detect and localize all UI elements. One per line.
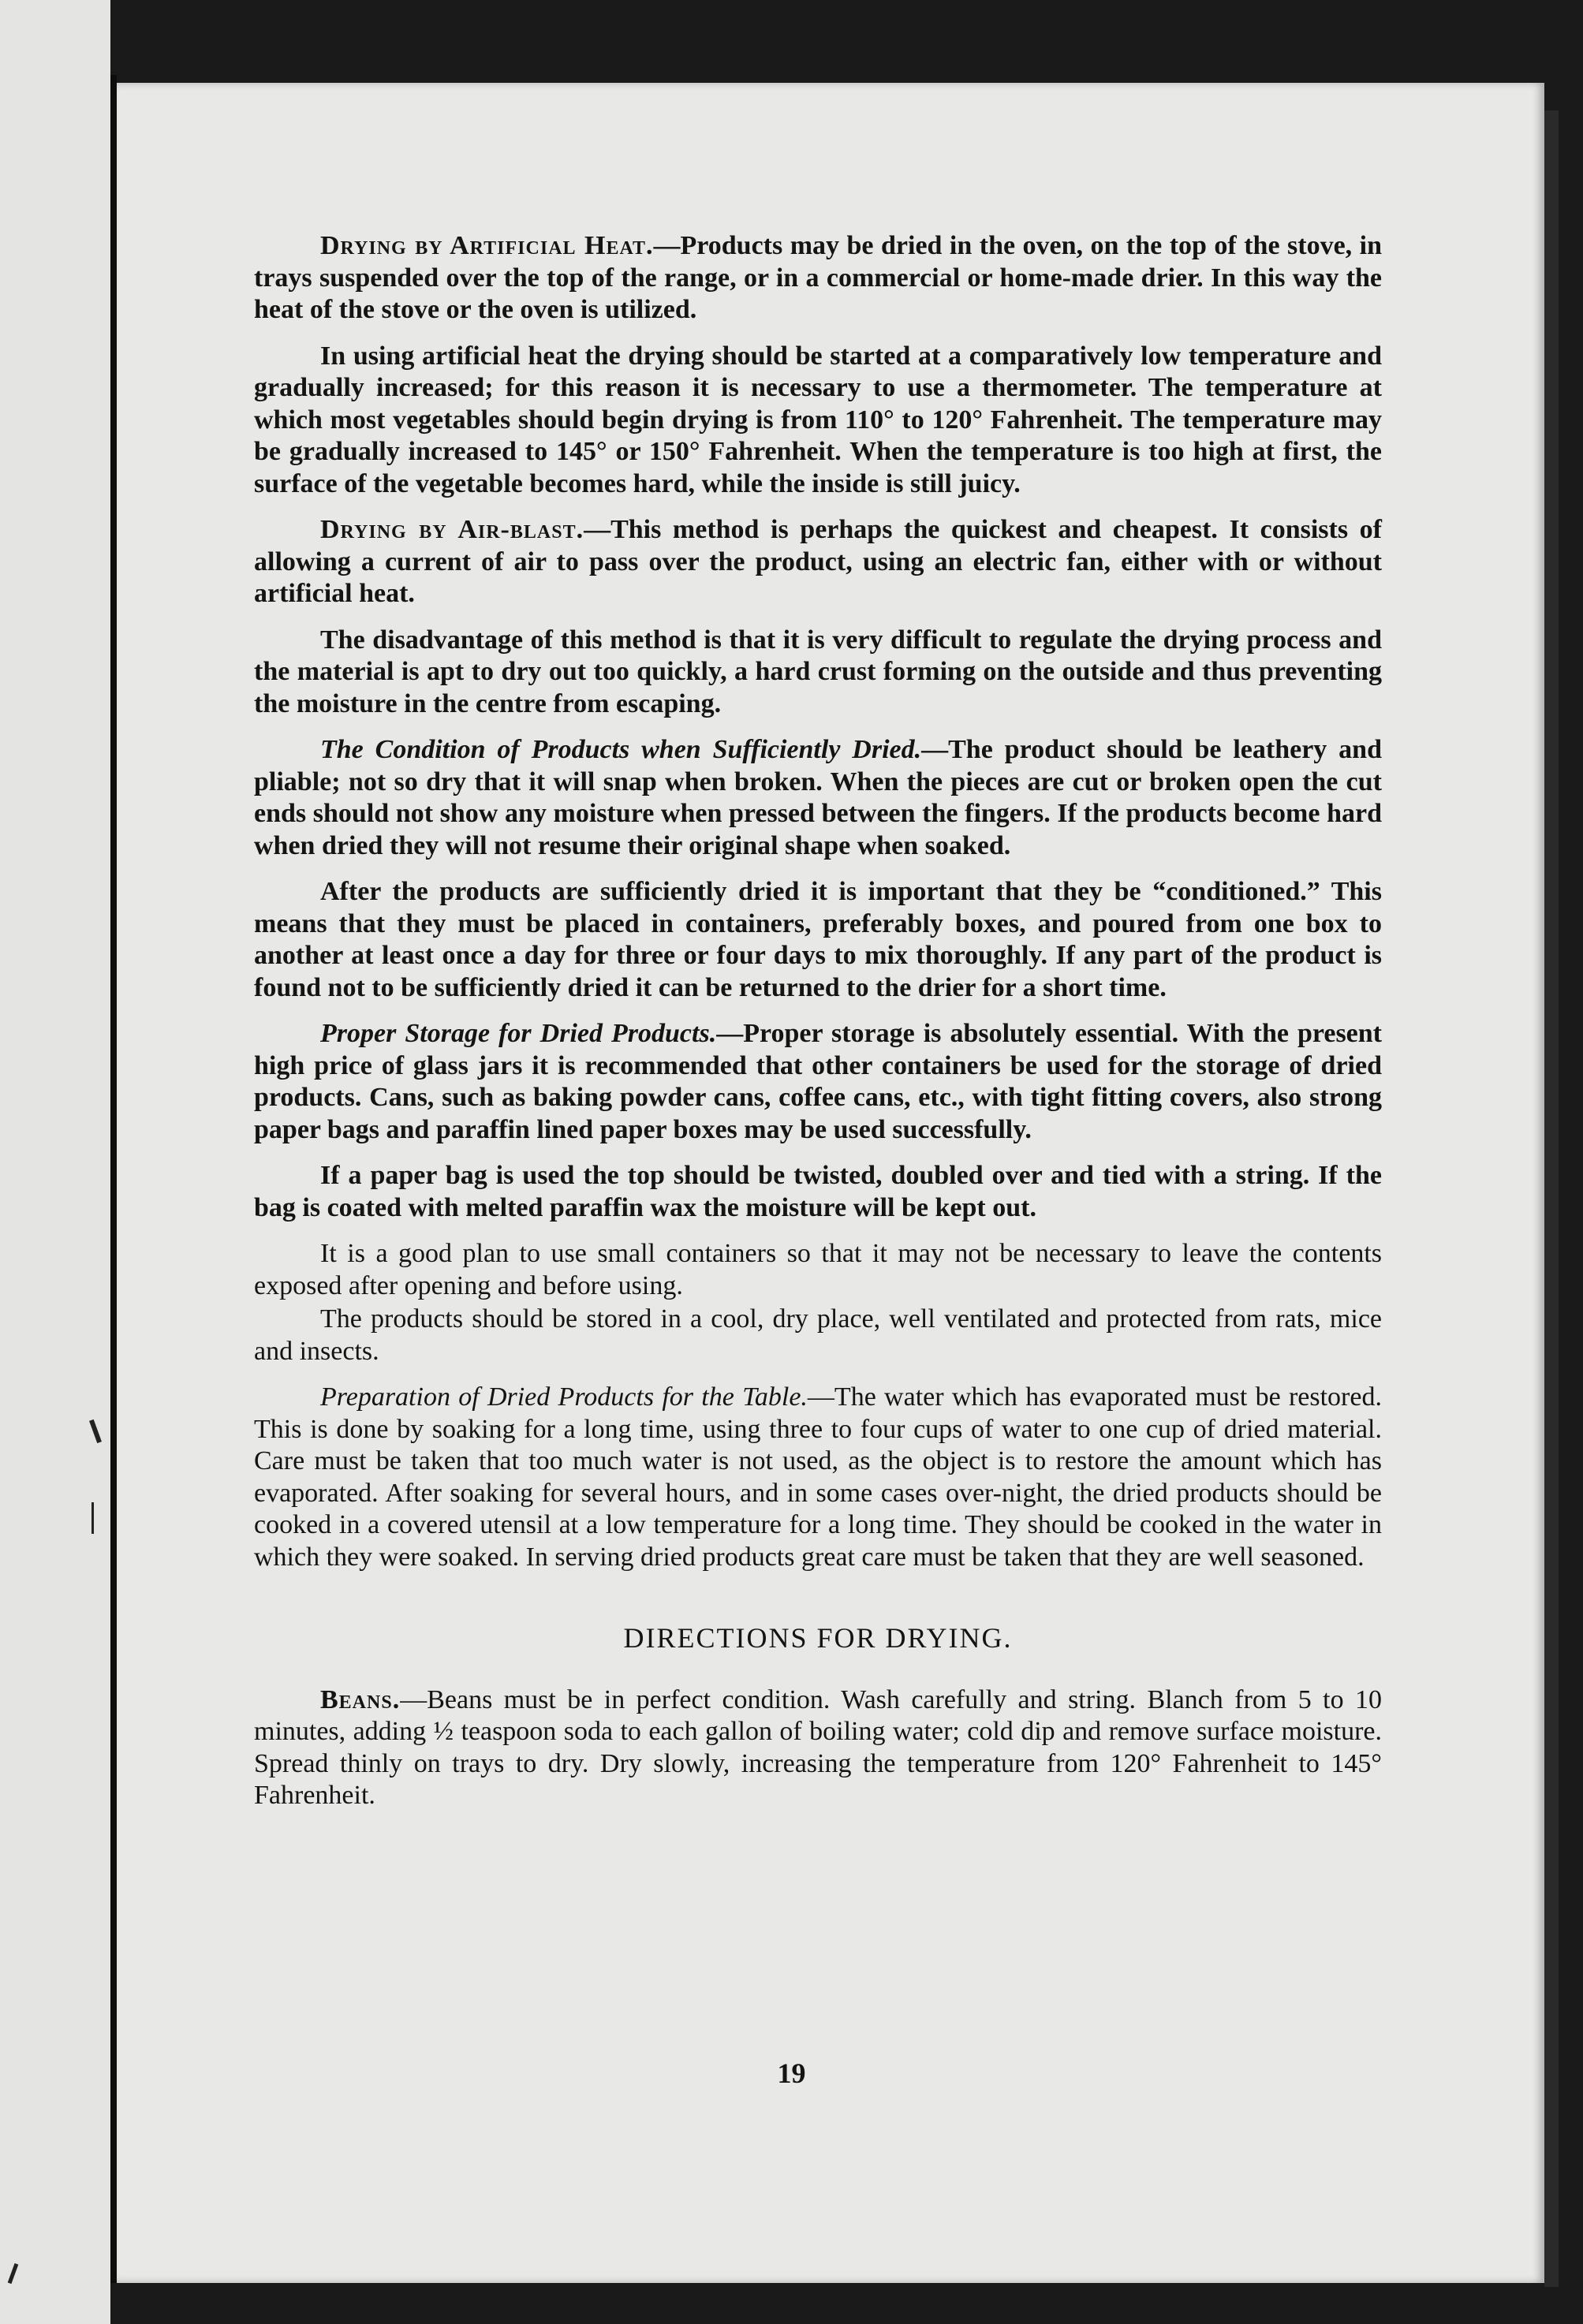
paragraph-text: —This method is perhaps the quickest and cheapest. It consists of allowing a current of air to pass over the product, using an electric fan, either with or without artificial heat. bbox=[254, 515, 1382, 608]
paragraph-text: —The water which has evaporated must be restored. This is done by soaking for a long time, using three to four cups of water to one cup of dried material. Care must be taken that too much water is not used, as the object is to restore the amount which has evaporated. After soaking for several hours, and in some cases over-night, the dried products should be cooked in a covered utensil at a low temperature for a long time. They should be cooked in the water in which they were soaked. In serving dried products great care must be taken that they are well seasoned. bbox=[254, 1382, 1382, 1572]
paragraph-artificial-heat bbox=[254, 230, 1382, 326]
paragraph-text: —Products may be dried in the oven, on the top of the stove, in trays suspended over the top of the range, or in a commercial or home-made drier. In this way the heat of the stove or the oven is utilized. bbox=[254, 231, 1383, 324]
paragraph-condition bbox=[254, 734, 1382, 862]
document-body bbox=[254, 230, 1382, 1826]
paragraph-air-blast-disadvantage: The disadvantage of this method is that it is very difficult to regulate the drying process and the material is apt to dry out too quickly, a hard crust forming on the outside and thus preventing the moisture in the centre from escaping. bbox=[254, 625, 1382, 718]
run-in-heading: Beans. bbox=[320, 1684, 401, 1714]
paragraph-air-blast bbox=[254, 514, 1382, 610]
paragraph-cool-dry-place: The products should be stored in a cool, dry place, well ventilated and protected from rats, mice and insects. bbox=[254, 1304, 1382, 1366]
book-spine bbox=[110, 75, 117, 2283]
paragraph-text: —Proper storage is absolutely essential. With the present high price of glass jars it is recommended that other containers be used for the storage of dried products. Cans, such as baking powder cans, coffee cans, etc., with tight fitting covers, also strong paper bags and paraffin lined paper boxes may be used successfully. bbox=[254, 1019, 1383, 1144]
paragraph-artificial-heat-details: In using artificial heat the drying should be started at a comparatively low temperature and gradually increased; for this reason it is necessary to use a thermometer. The temperature at which most vegetables should begin drying is from 110° to 120° Fahrenheit. The temperature may be gradually increased to 145° or 150° Fahrenheit. When the temperature is too high at first, the surface of the vegetable becomes hard, while the inside is still juicy. bbox=[254, 341, 1382, 498]
paragraph-conditioning: After the products are sufficiently dried it is important that they be “conditioned.” This means that they must be placed in containers, preferably boxes, and poured from one box to another at least once a day for three or four days to mix thoroughly. If any part of the product is found not to be sufficiently dried it can be returned to the drier for a short time. bbox=[254, 877, 1382, 1002]
section-heading: DIRECTIONS FOR DRYING. bbox=[623, 1622, 1013, 1654]
run-in-heading: The Condition of Products when Sufficiently Dried. bbox=[320, 735, 922, 764]
facing-page-edge bbox=[0, 0, 110, 2324]
run-in-heading: Drying by Air-blast. bbox=[320, 515, 584, 544]
paragraph-text: —Beans must be in perfect condition. Wash carefully and string. Blanch from 5 to 10 minutes, adding ½ teaspoon soda to each gallon of boiling water; cold dip and remove surface moisture. Spread thinly on trays to dry. Dry slowly, increasing the temperature from 120° Fahrenheit to 145° Fahrenheit. bbox=[254, 1684, 1382, 1810]
scan-mark bbox=[91, 1502, 94, 1534]
run-in-heading: Drying by Artificial Heat. bbox=[320, 231, 654, 260]
run-in-heading: Preparation of Dried Products for the Table. bbox=[320, 1382, 808, 1412]
page-number: 19 bbox=[777, 2057, 806, 2089]
page-right-edge bbox=[1544, 110, 1559, 2287]
paragraph-paper-bag: If a paper bag is used the top should be twisted, doubled over and tied with a string. If the bag is coated with melted paraffin wax the moisture will be kept out. bbox=[254, 1161, 1382, 1222]
paragraph-preparation bbox=[254, 1382, 1382, 1573]
paragraph-beans bbox=[254, 1684, 1382, 1812]
paragraph-small-containers: It is a good plan to use small containers so that it may not be necessary to leave the contents exposed after opening and before using. bbox=[254, 1239, 1382, 1300]
paragraph-text: —The product should be leathery and pliable; not so dry that it will snap when broken. When the pieces are cut or broken open the cut ends should not show any moisture when pressed between the fingers. If the products become hard when dried they will not resume their original shape when soaked. bbox=[254, 735, 1383, 860]
run-in-heading: Proper Storage for Dried Products. bbox=[320, 1019, 717, 1048]
paragraph-storage bbox=[254, 1018, 1382, 1146]
